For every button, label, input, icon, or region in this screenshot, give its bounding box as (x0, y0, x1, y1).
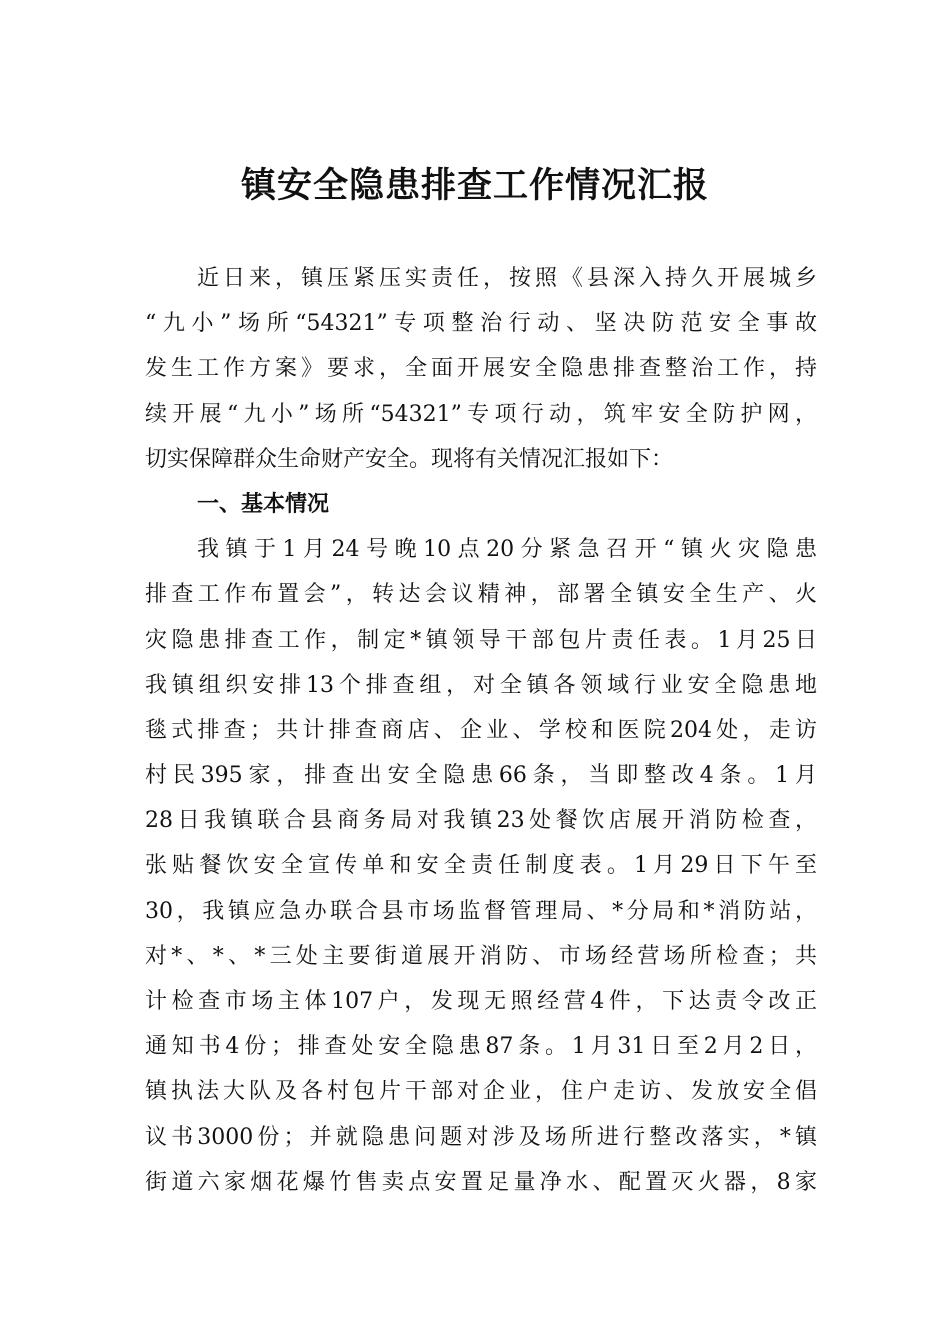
paragraph-line: 镇执法大队及各村包片干部对企业，住户走访、发放安全倡 (145, 1079, 817, 1105)
section-heading: 一、基本情况 (197, 491, 330, 517)
paragraph-line: 毯式排查；共计排查商店、企业、学校和医院204处，走访 (145, 717, 817, 743)
paragraph-line: 30，我镇应急办联合县市场监督管理局、*分局和*消防站， (145, 898, 817, 924)
paragraph-line: 村民395家，排查出安全隐患66条，当即整改4条。1月 (145, 763, 817, 789)
paragraph-line: 我镇于1月24号晚10点20分紧急召开“镇火灾隐患 (197, 537, 817, 563)
paragraph-line: “九小”场所“54321”专项整治行动、坚决防范安全事故 (145, 311, 817, 337)
paragraph-line: 对*、*、*三处主要街道展开消防、市场经营场所检查；共 (145, 943, 817, 969)
paragraph-line: 发生工作方案》要求，全面开展安全隐患排查整治工作，持 (145, 356, 817, 382)
document-body (145, 256, 817, 1205)
paragraph-line: 张贴餐饮安全宣传单和安全责任制度表。1月29日下午至 (145, 853, 817, 879)
paragraph-line: 28日我镇联合县商务局对我镇23处餐饮店展开消防检查， (145, 808, 817, 834)
paragraph-line: 议书3000份；并就隐患问题对涉及场所进行整改落实，*镇 (145, 1124, 817, 1150)
paragraph-line: 我镇组织安排13个排查组，对全镇各领域行业安全隐患地 (145, 672, 817, 698)
page-title: 镇安全隐患排查工作情况汇报 (240, 165, 709, 206)
paragraph-line: 切实保障群众生命财产安全。现将有关情况汇报如下： (145, 446, 674, 472)
paragraph-line: 街道六家烟花爆竹售卖点安置足量净水、配置灭火器，8家 (145, 1169, 817, 1195)
paragraph-line: 近日来，镇压紧压实责任，按照《县深入持久开展城乡 (197, 266, 817, 291)
paragraph-line: 通知书4份；排查处安全隐患87条。1月31日至2月2日， (145, 1034, 817, 1060)
paragraph-line: 计检查市场主体107户，发现无照经营4件，下达责令改正 (145, 989, 817, 1014)
paragraph-line: 排查工作布置会”，转达会议精神，部署全镇安全生产、火 (145, 582, 817, 608)
paragraph-line: 续开展“九小”场所“54321”专项行动，筑牢安全防护网， (145, 401, 817, 427)
paragraph-line: 灾隐患排查工作，制定*镇领导干部包片责任表。1月25日 (145, 627, 817, 653)
